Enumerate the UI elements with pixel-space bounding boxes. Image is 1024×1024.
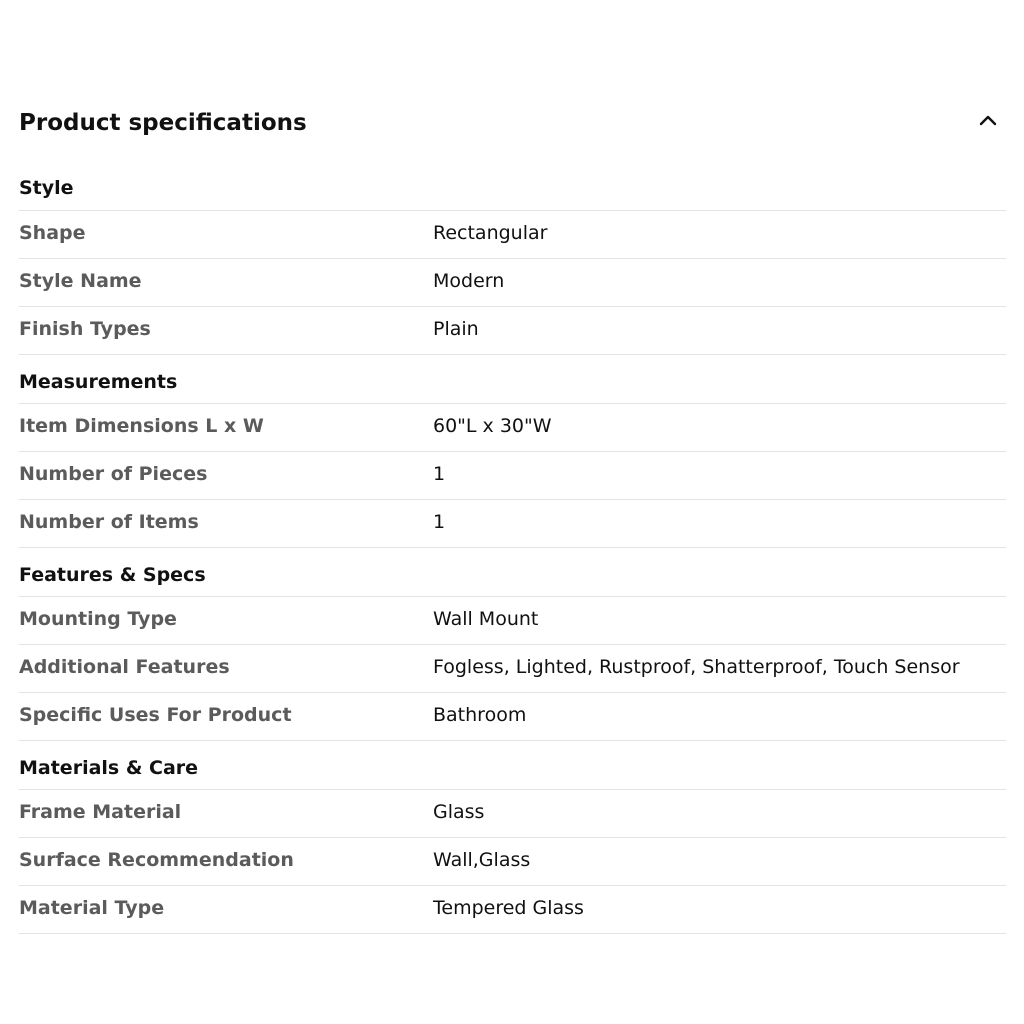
spec-value: Bathroom [433, 704, 527, 726]
chevron-up-icon [979, 114, 997, 126]
spec-row [19, 452, 1006, 500]
spec-value: Wall Mount [433, 608, 539, 630]
spec-label: Number of Pieces [19, 463, 208, 485]
spec-label: Item Dimensions L x W [19, 415, 264, 437]
spec-label: Finish Types [19, 318, 151, 340]
panel-title: Product specifications [19, 110, 307, 136]
spec-value: 1 [433, 511, 446, 533]
collapse-button[interactable] [974, 106, 1002, 134]
spec-label: Additional Features [19, 656, 230, 678]
spec-row [19, 838, 1006, 886]
spec-label: Style Name [19, 270, 142, 292]
spec-row [19, 259, 1006, 307]
spec-value: Glass [433, 801, 485, 823]
spec-value: Modern [433, 270, 505, 292]
spec-value: Rectangular [433, 222, 548, 244]
spec-row [19, 211, 1006, 259]
section-heading-style: Style [19, 148, 1006, 211]
spec-row [19, 597, 1006, 645]
spec-label: Shape [19, 222, 86, 244]
spec-row [19, 790, 1006, 838]
spec-row [19, 693, 1006, 741]
spec-label: Mounting Type [19, 608, 177, 630]
spec-row [19, 500, 1006, 548]
spec-row [19, 645, 1006, 693]
spec-row [19, 307, 1006, 355]
spec-value: Fogless, Lighted, Rustproof, Shatterproof, Touch Sensor [433, 656, 960, 678]
spec-value: 60"L x 30"W [433, 415, 552, 437]
spec-row [19, 886, 1006, 934]
spec-value: 1 [433, 463, 446, 485]
spec-row [19, 404, 1006, 452]
product-specifications-panel [19, 100, 1006, 934]
spec-label: Specific Uses For Product [19, 704, 292, 726]
spec-label: Material Type [19, 897, 165, 919]
spec-value: Wall,Glass [433, 849, 531, 871]
section-heading-measurements: Measurements [19, 355, 1006, 404]
spec-label: Surface Recommendation [19, 849, 294, 871]
spec-label: Number of Items [19, 511, 199, 533]
section-heading-materials-care: Materials & Care [19, 741, 1006, 790]
spec-label: Frame Material [19, 801, 182, 823]
spec-value: Tempered Glass [433, 897, 584, 919]
panel-header[interactable] [19, 100, 1006, 148]
spec-value: Plain [433, 318, 479, 340]
section-heading-features-specs: Features & Specs [19, 548, 1006, 597]
